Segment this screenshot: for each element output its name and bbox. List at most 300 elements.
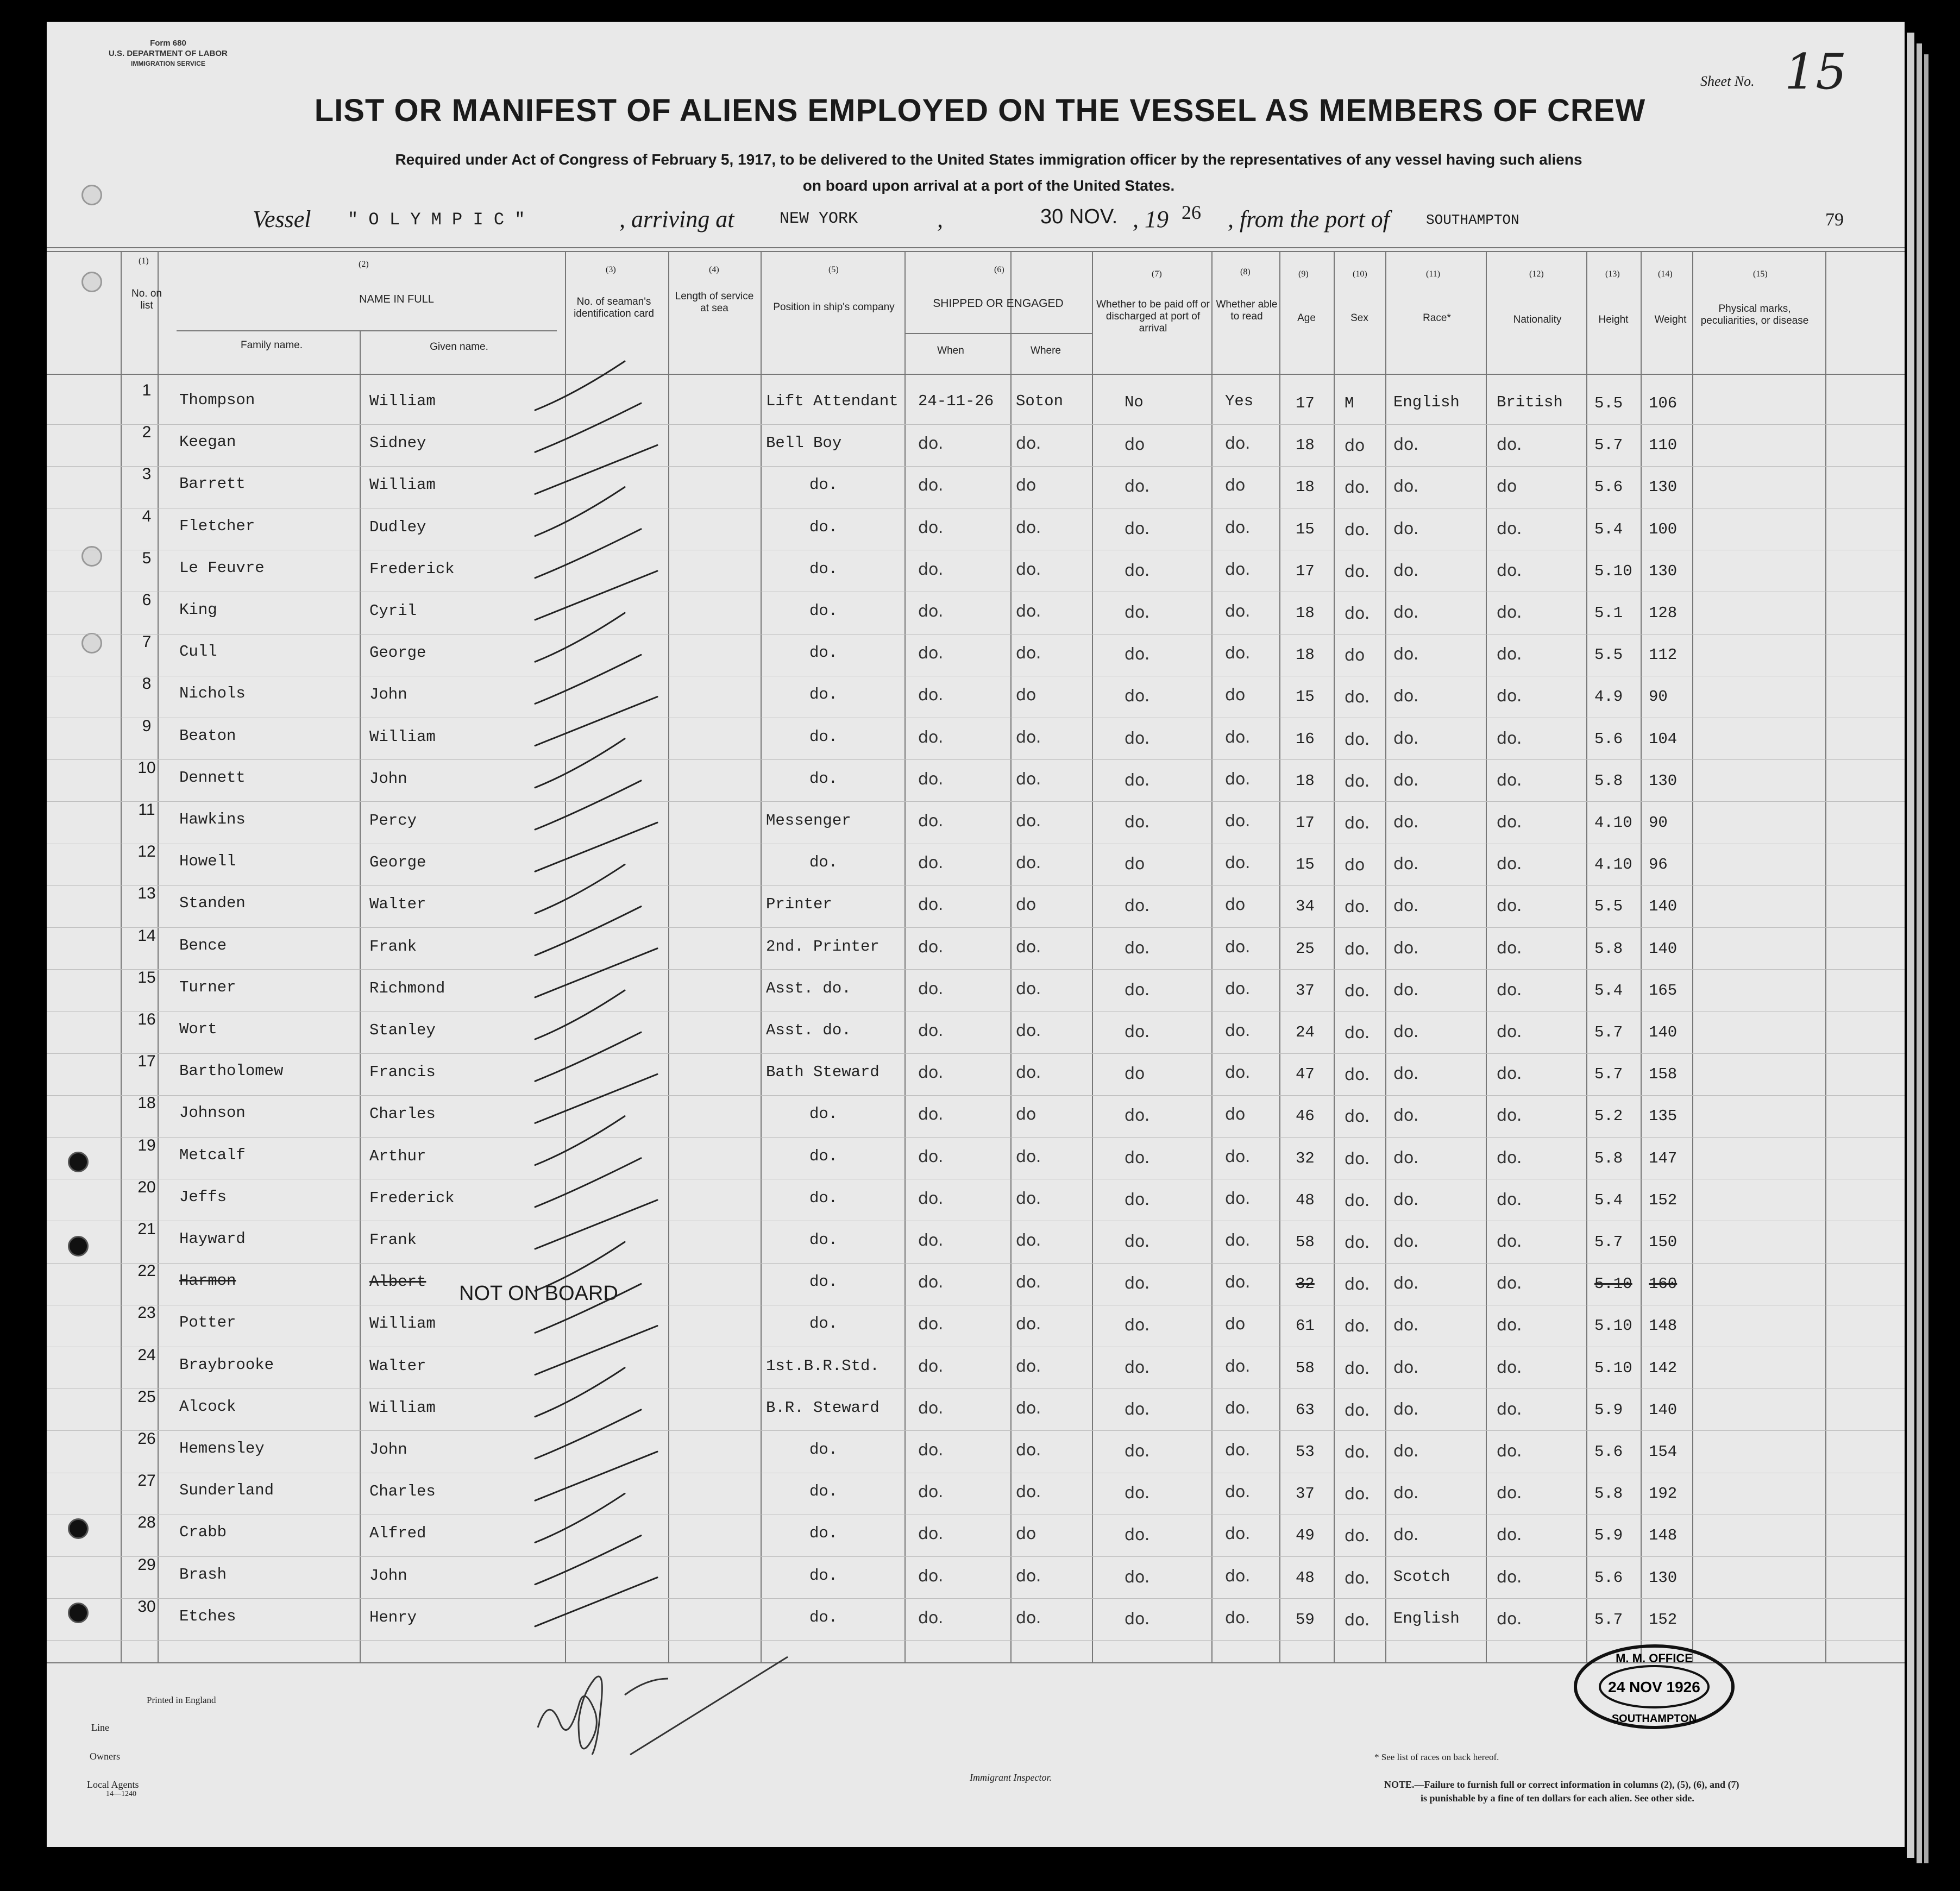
given-name: Percy — [369, 812, 417, 830]
nationality: do. — [1497, 980, 1522, 1000]
subtitle-line-2: on board upon arrival at a port of the United States. — [802, 177, 1175, 194]
height: 4.10 — [1594, 856, 1632, 874]
page-title: LIST OR MANIFEST OF ALIENS EMPLOYED ON THE VESSEL AS MEMBERS OF CREW — [314, 93, 1646, 128]
race: do. — [1393, 645, 1419, 664]
paid-off: do. — [1125, 1106, 1150, 1126]
position: do. — [809, 476, 838, 494]
age: 37 — [1296, 981, 1315, 1000]
header-where: Where — [1031, 345, 1061, 356]
family-name: Hayward — [179, 1230, 246, 1248]
header-nationality: Nationality — [1513, 314, 1562, 325]
age: 61 — [1296, 1317, 1315, 1335]
weight: 90 — [1649, 814, 1668, 832]
able-to-read: do. — [1225, 812, 1251, 831]
position: do. — [809, 1231, 838, 1249]
shipped-where: do. — [1016, 1566, 1041, 1586]
family-name: Bence — [179, 936, 227, 954]
sex: do. — [1345, 1568, 1370, 1588]
age: 53 — [1296, 1443, 1315, 1461]
age: 32 — [1296, 1275, 1315, 1293]
shipped-where: do — [1016, 686, 1036, 705]
age: 15 — [1296, 520, 1315, 538]
paid-off: No — [1125, 393, 1144, 411]
given-name: Frank — [369, 937, 417, 956]
col-num-7: (7) — [1152, 269, 1162, 279]
shipped-when: do. — [918, 1021, 944, 1040]
given-name: Stanley — [369, 1021, 436, 1039]
height: 5.7 — [1594, 436, 1623, 455]
able-to-read: do. — [1225, 1231, 1251, 1250]
shipped-where: do — [1016, 476, 1036, 495]
year-suffix: 26 — [1182, 202, 1201, 223]
position: do. — [809, 686, 838, 704]
shipped-where: do. — [1016, 979, 1041, 998]
given-name: Sidney — [369, 434, 426, 453]
row-number: 9 — [142, 717, 152, 735]
able-to-read: do. — [1225, 1189, 1251, 1208]
col-num-5: (5) — [828, 265, 839, 274]
nationality: do. — [1497, 728, 1522, 748]
shipped-when: do. — [918, 1608, 944, 1628]
age: 49 — [1296, 1526, 1315, 1545]
row-number: 22 — [137, 1262, 156, 1280]
stamp-bottom: SOUTHAMPTON — [1611, 1713, 1697, 1725]
shipped-where: do — [1016, 895, 1036, 915]
nationality: do. — [1497, 1399, 1522, 1419]
header-id-card: No. of seaman's identification card — [574, 296, 654, 319]
paid-off: do. — [1125, 813, 1150, 832]
shipped-where: do. — [1016, 1315, 1041, 1334]
paid-off: do. — [1125, 1525, 1150, 1545]
given-name: George — [369, 853, 426, 872]
row-number: 23 — [137, 1304, 156, 1322]
race: do. — [1393, 1399, 1419, 1419]
family-name: Johnson — [179, 1104, 246, 1122]
given-name: Albert — [369, 1273, 426, 1291]
race: do. — [1393, 1022, 1419, 1041]
nationality: do. — [1497, 1358, 1522, 1377]
paid-off: do. — [1125, 1316, 1150, 1335]
weight: 104 — [1649, 730, 1678, 748]
position: Bell Boy — [766, 434, 842, 453]
able-to-read: do. — [1225, 727, 1251, 747]
family-name: Alcock — [179, 1397, 236, 1416]
weight: 192 — [1649, 1485, 1678, 1503]
form-number: Form 680 — [150, 39, 186, 48]
shipped-when: do. — [918, 979, 944, 998]
nationality: do. — [1497, 1274, 1522, 1293]
given-name: Cyril — [369, 602, 417, 620]
position: do. — [809, 1105, 838, 1123]
row-number: 24 — [137, 1346, 156, 1364]
race: do. — [1393, 1064, 1419, 1084]
position: 1st.B.R.Std. — [766, 1356, 880, 1375]
row-number: 19 — [137, 1136, 156, 1154]
paid-off: do. — [1125, 1232, 1150, 1251]
height: 5.10 — [1594, 562, 1632, 580]
height: 5.9 — [1594, 1526, 1623, 1545]
shipped-when: do. — [918, 1441, 944, 1460]
shipped-where: do. — [1016, 1608, 1041, 1628]
shipped-when: do. — [918, 1105, 944, 1124]
row-number: 18 — [137, 1094, 156, 1113]
footer-line: Line — [91, 1722, 109, 1733]
year-prefix: , 19 — [1133, 206, 1169, 233]
punch-hole — [68, 1518, 89, 1539]
arrival-port: NEW YORK — [780, 210, 858, 228]
height: 5.9 — [1594, 1400, 1623, 1419]
col-num-14: (14) — [1658, 269, 1673, 279]
given-name: Alfred — [369, 1524, 426, 1543]
given-name: Frederick — [369, 1189, 455, 1207]
row-number: 12 — [137, 843, 156, 861]
position: do. — [809, 560, 838, 578]
footer-agents: Local Agents — [87, 1779, 139, 1790]
row-number: 4 — [142, 507, 152, 525]
nationality: do. — [1497, 1064, 1522, 1084]
stamp-date: 24 NOV 1926 — [1608, 1679, 1700, 1695]
weight: 147 — [1649, 1149, 1678, 1167]
col-num-1: (1) — [139, 256, 149, 266]
shipped-where: do — [1016, 1524, 1036, 1544]
family-name: Potter — [179, 1314, 236, 1332]
able-to-read: do. — [1225, 1482, 1251, 1502]
height: 5.8 — [1594, 1485, 1623, 1503]
race: do. — [1393, 1358, 1419, 1377]
family-name: Hemensley — [179, 1440, 265, 1457]
header-age: Age — [1297, 312, 1316, 324]
subtitle — [282, 147, 1695, 199]
given-name: Frederick — [369, 560, 455, 578]
row-number: 2 — [142, 423, 152, 442]
nationality: do. — [1497, 1484, 1522, 1503]
able-to-read: do. — [1225, 1063, 1251, 1083]
position: Lift Attendant — [766, 392, 899, 410]
vessel-line: Vessel " O L Y M P I C " , arriving at NEW YORK , 30 NOV. , 19 26 , from the port of SOUTHAMPTON 79 — [253, 202, 1844, 233]
able-to-read: do — [1225, 476, 1246, 495]
given-name: William — [369, 392, 436, 410]
nationality: do. — [1497, 1316, 1522, 1335]
family-name: Wort — [179, 1020, 217, 1038]
given-name: Richmond — [369, 979, 445, 997]
shipped-when: do. — [918, 434, 944, 454]
weight: 100 — [1649, 520, 1678, 538]
row-number: 5 — [142, 549, 152, 567]
row-number: 7 — [142, 633, 152, 651]
nationality: British — [1497, 393, 1563, 411]
age: 17 — [1296, 394, 1315, 412]
shipped-where: do. — [1016, 560, 1041, 579]
given-name: Henry — [369, 1608, 417, 1626]
family-name: Nichols — [179, 684, 246, 703]
family-name: Hawkins — [179, 811, 246, 828]
paid-off: do. — [1125, 1190, 1150, 1209]
family-name: Beaton — [179, 726, 236, 745]
sex: do. — [1345, 1233, 1370, 1252]
race: do. — [1393, 1484, 1419, 1503]
family-name: Harmon — [179, 1272, 236, 1290]
shipped-where: do. — [1016, 518, 1041, 537]
position: do. — [809, 853, 838, 872]
sex: do. — [1345, 897, 1370, 917]
sex: do. — [1345, 1526, 1370, 1546]
shipped-when: do. — [918, 644, 944, 663]
nationality: do. — [1497, 1190, 1522, 1209]
able-to-read: do. — [1225, 1398, 1251, 1418]
shipped-when: 24-11-26 — [918, 392, 994, 410]
shipped-when: do. — [918, 769, 944, 789]
shipped-when: do. — [918, 1398, 944, 1418]
age: 59 — [1296, 1610, 1315, 1629]
height: 5.8 — [1594, 1149, 1623, 1167]
nationality: do. — [1497, 896, 1522, 916]
weight: 140 — [1649, 897, 1678, 916]
col-num-12: (12) — [1529, 269, 1544, 279]
age: 48 — [1296, 1568, 1315, 1587]
service-name: IMMIGRATION SERVICE — [130, 60, 205, 67]
paid-off: do. — [1125, 728, 1150, 748]
row-number: 26 — [137, 1430, 156, 1448]
shipped-where: do. — [1016, 937, 1041, 957]
age: 48 — [1296, 1191, 1315, 1209]
weight: 130 — [1649, 1568, 1678, 1587]
punch-hole — [68, 1152, 89, 1172]
punch-hole — [68, 1236, 89, 1257]
family-name: Howell — [179, 852, 236, 871]
sex: do. — [1345, 1359, 1370, 1378]
shipped-where: Soton — [1016, 392, 1064, 410]
position: do. — [809, 1315, 838, 1333]
weight: 140 — [1649, 1023, 1678, 1041]
punch-hole — [81, 185, 102, 205]
family-name: Etches — [179, 1607, 236, 1625]
able-to-read: do. — [1225, 434, 1251, 454]
nationality: do. — [1497, 1567, 1522, 1587]
height: 5.7 — [1594, 1023, 1623, 1041]
shipped-when: do. — [918, 1315, 944, 1334]
row-number: 20 — [137, 1178, 156, 1196]
given-name: Frank — [369, 1231, 417, 1249]
able-to-read: do — [1225, 895, 1246, 915]
position: do. — [809, 1608, 838, 1626]
col-num-2: (2) — [359, 260, 369, 269]
position: do. — [809, 769, 838, 788]
family-name: Sunderland — [179, 1481, 274, 1500]
race: do. — [1393, 477, 1419, 497]
nationality: do. — [1497, 435, 1522, 455]
sex: do. — [1345, 1065, 1370, 1085]
paid-off: do. — [1125, 1609, 1150, 1629]
nationality: do. — [1497, 938, 1522, 958]
shipped-where: do. — [1016, 1398, 1041, 1418]
weight: 130 — [1649, 478, 1678, 497]
footer-owners: Owners — [90, 1751, 120, 1762]
weight: 152 — [1649, 1610, 1678, 1629]
shipped-when: do. — [918, 895, 944, 915]
able-to-read: do — [1225, 686, 1246, 705]
age: 18 — [1296, 436, 1315, 455]
age: 15 — [1296, 856, 1315, 874]
sex: do. — [1345, 814, 1370, 833]
weight: 160 — [1649, 1275, 1678, 1293]
office-stamp — [1573, 1643, 1736, 1730]
col-num-8: (8) — [1240, 267, 1251, 277]
able-to-read: do. — [1225, 560, 1251, 579]
age: 47 — [1296, 1065, 1315, 1084]
paid-off: do. — [1125, 896, 1150, 916]
sex: M — [1345, 394, 1354, 412]
shipped-when: do. — [918, 812, 944, 831]
sex: do. — [1345, 604, 1370, 623]
height: 5.7 — [1594, 1065, 1623, 1084]
position: do. — [809, 1482, 838, 1501]
age: 18 — [1296, 604, 1315, 622]
sex: do. — [1345, 1610, 1370, 1630]
row-number: 10 — [137, 758, 156, 777]
given-name: Arthur — [369, 1147, 426, 1165]
age: 46 — [1296, 1107, 1315, 1126]
header-shipped: SHIPPED OR ENGAGED — [933, 297, 1064, 310]
able-to-read: do. — [1225, 644, 1251, 663]
header-family-name: Family name. — [240, 340, 303, 351]
paid-off: do. — [1125, 770, 1150, 790]
family-name: Bartholomew — [179, 1062, 284, 1080]
not-on-board-annotation: NOT ON BOARD — [459, 1282, 618, 1305]
height: 5.10 — [1594, 1317, 1632, 1335]
shipped-when: do. — [918, 1231, 944, 1250]
sex: do — [1345, 856, 1365, 875]
nationality: do. — [1497, 1106, 1522, 1126]
shipped-where: do. — [1016, 812, 1041, 831]
given-name: Charles — [369, 1482, 436, 1501]
weight: 140 — [1649, 1400, 1678, 1419]
penalty-note-2: is punishable by a fine of ten dollars for each alien. See other side. — [1421, 1793, 1694, 1804]
header-physical-marks: Physical marks, peculiarities, or disease — [1700, 303, 1809, 326]
race: do. — [1393, 561, 1419, 580]
family-name: Thompson — [179, 391, 255, 409]
family-name: Barrett — [179, 475, 246, 493]
able-to-read: do. — [1225, 853, 1251, 873]
shipped-when: do. — [918, 1189, 944, 1208]
row-number: 6 — [142, 591, 152, 609]
paid-off: do. — [1125, 1567, 1150, 1587]
position: do. — [809, 602, 838, 620]
position: do. — [809, 518, 838, 536]
age: 25 — [1296, 939, 1315, 958]
able-to-read: do. — [1225, 937, 1251, 957]
sex: do. — [1345, 1443, 1370, 1462]
arriving-label: , arriving at — [619, 206, 734, 233]
able-to-read: do. — [1225, 518, 1251, 537]
height: 5.6 — [1594, 1568, 1623, 1587]
immigrant-inspector: Immigrant Inspector. — [970, 1772, 1052, 1783]
paid-off: do — [1125, 855, 1145, 874]
header-height: Height — [1598, 314, 1629, 325]
given-name: Charles — [369, 1105, 436, 1123]
race: do. — [1393, 770, 1419, 790]
race: Scotch — [1393, 1567, 1450, 1586]
paid-off: do. — [1125, 938, 1150, 958]
race: do. — [1393, 980, 1419, 1000]
age: 32 — [1296, 1149, 1315, 1167]
shipped-when: do. — [918, 518, 944, 537]
shipped-when: do. — [918, 1147, 944, 1166]
weight: 150 — [1649, 1233, 1678, 1251]
department-name: U.S. DEPARTMENT OF LABOR — [109, 49, 228, 58]
able-to-read: do. — [1225, 979, 1251, 998]
nationality: do. — [1497, 813, 1522, 832]
given-name: Walter — [369, 895, 426, 914]
paid-off: do. — [1125, 645, 1150, 664]
age: 18 — [1296, 478, 1315, 497]
nationality: do. — [1497, 770, 1522, 790]
family-name: Keegan — [179, 433, 236, 451]
given-name: Walter — [369, 1356, 426, 1375]
weight: 128 — [1649, 604, 1678, 622]
shipped-when: do. — [918, 1566, 944, 1586]
position: do. — [809, 1273, 838, 1291]
shipped-where: do. — [1016, 1021, 1041, 1040]
paid-off: do. — [1125, 1274, 1150, 1293]
position: do. — [809, 1524, 838, 1543]
weight: 140 — [1649, 939, 1678, 958]
header-weight: Weight — [1654, 314, 1687, 325]
penalty-note: NOTE.—Failure to furnish full or correct information in columns (2), (5), (6), and (7) — [1384, 1779, 1739, 1790]
col-num-13: (13) — [1605, 269, 1620, 279]
row-number: 30 — [137, 1597, 156, 1616]
height: 4.10 — [1594, 814, 1632, 832]
able-to-read: do. — [1225, 602, 1251, 621]
height: 5.8 — [1594, 771, 1623, 790]
header-name-in-full: NAME IN FULL — [359, 293, 434, 305]
shipped-where: do. — [1016, 602, 1041, 621]
able-to-read: Yes — [1225, 392, 1254, 410]
row-number: 16 — [137, 1010, 156, 1028]
weight: 96 — [1649, 856, 1668, 874]
height: 5.8 — [1594, 939, 1623, 958]
race: English — [1393, 393, 1460, 411]
paid-off: do. — [1125, 1442, 1150, 1461]
shipped-where: do. — [1016, 727, 1041, 747]
paid-off: do. — [1125, 519, 1150, 538]
shipped-when: do. — [918, 937, 944, 957]
paid-off: do. — [1125, 477, 1150, 497]
header-paid-off: Whether to be paid off or discharged at port of arrival — [1096, 299, 1210, 334]
race: do. — [1393, 938, 1419, 958]
sex: do. — [1345, 1317, 1370, 1336]
family-name: Metcalf — [179, 1146, 246, 1164]
paid-off: do — [1125, 1064, 1145, 1084]
able-to-read: do. — [1225, 1524, 1251, 1544]
shipped-when: do. — [918, 560, 944, 579]
shipped-when: do. — [918, 1063, 944, 1083]
row-number: 28 — [137, 1513, 156, 1532]
nationality: do. — [1497, 1442, 1522, 1461]
height: 5.2 — [1594, 1107, 1623, 1126]
height: 5.7 — [1594, 1610, 1623, 1629]
family-name: King — [179, 601, 217, 619]
from-label: , from the port of — [1228, 206, 1390, 233]
header-able-read: Whether able to read — [1216, 299, 1278, 322]
row-number: 21 — [137, 1220, 156, 1238]
race: do. — [1393, 1525, 1419, 1545]
col-num-3: (3) — [606, 265, 616, 274]
row-number: 17 — [137, 1052, 156, 1071]
vessel-name: " O L Y M P I C " — [348, 210, 525, 230]
age: 18 — [1296, 771, 1315, 790]
weight: 130 — [1649, 771, 1678, 790]
sex: do. — [1345, 688, 1370, 707]
